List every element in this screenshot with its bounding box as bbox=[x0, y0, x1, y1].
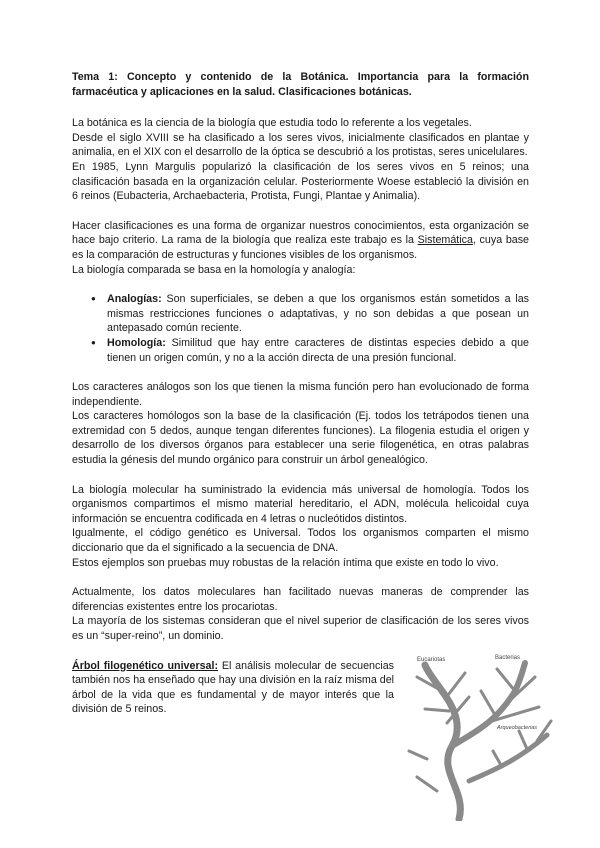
tree-label-eucariotas: Eucariotas bbox=[417, 656, 446, 663]
tree-label-bacterias: Bacterias bbox=[495, 654, 521, 661]
paragraph: Los caracteres análogos son los que tienen la misma función pero han evolucionado de forma independiente. bbox=[72, 381, 529, 408]
document-title: Tema 1: Concepto y contenido de la Botánica. Importancia para la formación farmacéutica y aplicaciones en la salud. Clasificaciones botánicas. bbox=[72, 71, 529, 98]
text-span: Hacer clasificaciones es una forma de organizar nuestros conocimientos, esta organización se hace bajo criterio. La rama de la biología que realiza este trabajo es la bbox=[72, 219, 529, 247]
bullet-homologia bbox=[107, 336, 529, 365]
tree-section bbox=[72, 654, 538, 731]
tree-twig bbox=[425, 709, 449, 711]
tree-label: Árbol filogenético universal: bbox=[72, 659, 219, 672]
tree-branch bbox=[469, 735, 547, 781]
phylogenetic-tree-figure bbox=[397, 651, 557, 821]
bullet-list bbox=[72, 292, 529, 365]
paragraph: En 1985, Lynn Margulis popularizó la clasificación de los seres vivos en 5 reinos; una clasificación basada en la organización celular. Posteriormente Woese estableció la división en 6 reinos (Eubacteria, Archaebacteria, Protista, Fungi, Plantae y Animalia). bbox=[72, 160, 529, 203]
sistematica-term: Sistemática bbox=[417, 234, 473, 247]
tree-paragraph bbox=[72, 659, 394, 717]
document-page bbox=[72, 70, 538, 731]
tree-twig bbox=[417, 777, 437, 791]
paragraph: Actualmente, los datos moleculares han facilitado nuevas maneras de comprender las diferencias existentes entre los procariotas. bbox=[72, 586, 529, 613]
tree-label-arqueobacterias: Arqueobacterias bbox=[497, 724, 538, 731]
text-span: , cuya base es la comparación de estructuras y funciones visibles de los organismos. bbox=[72, 234, 529, 261]
paragraph: La mayoría de los sistemas consideran que el nivel superior de clasificación de los seres vivos es un “super-reino”, un dominio. bbox=[72, 615, 529, 642]
bullet-text: Son superficiales, se deben a que los organismos están sometidos a las mismas restricciones funciones o adaptativas, y no son debidas a que posean un antepasado común reciente. bbox=[107, 293, 529, 335]
bullet-text: Similitud que hay entre caracteres de distintas especies debido a que tienen un origen común, y no a la acción directa de una presión funcional. bbox=[107, 336, 529, 364]
tree-twig bbox=[497, 669, 515, 691]
paragraph: Los caracteres homólogos son la base de la clasificación (Ej. todos los tetrápodos tienen una extremidad con 5 dedos, aunque tengan diferentes funciones). La filogenia estudia el origen y desarrollo de los diversos órganos para establecer una serie filogenética, en otras palabras estudia la génesis del mundo orgánico para construir un árbol genealógico. bbox=[72, 410, 529, 467]
bullet-term: Homología: bbox=[107, 336, 166, 349]
paragraph: La biología molecular ha suministrado la evidencia más universal de homología. Todos los organismos compartimos el mismo material hereditario, el ADN, molécula helicoidal cuya información se encuentra codificada en 4 letras o nucleótidos distintos. bbox=[72, 483, 529, 525]
tree-twig bbox=[493, 751, 502, 767]
paragraph: La biología comparada se basa en la homología y analogía: bbox=[72, 263, 356, 276]
tree-text: El análisis molecular de secuencias también nos ha enseñado que hay una división en la raíz misma del árbol de la vida que es fundamental y de mayor interés que la división de 5 reinos. bbox=[72, 659, 395, 716]
tree-twig bbox=[409, 751, 427, 759]
paragraph: Estos ejemplos son pruebas muy robustas de la relación íntima que existe en todo lo vivo. bbox=[72, 556, 499, 569]
paragraph: Desde el siglo XVIII se ha clasificado a los seres vivos, inicialmente clasificados en plantae y animalia, en el XIX con el desarrollo de la óptica se descubrió a los protistas, seres unicelulares. bbox=[72, 131, 529, 159]
bullet-analogias bbox=[107, 292, 529, 336]
bullet-term: Analogías: bbox=[107, 293, 162, 306]
tree-twig bbox=[519, 731, 527, 749]
tree-twig bbox=[481, 691, 495, 715]
paragraph: Igualmente, el código genético es Universal. Todos los organismos comparten el mismo diccionario que da el significado a la secuencia de DNA. bbox=[72, 527, 529, 555]
tree-twig bbox=[445, 673, 465, 699]
paragraph: La botánica es la ciencia de la biología que estudia todo lo referente a los vegetales. bbox=[72, 117, 472, 130]
paragraph-sistematica bbox=[72, 219, 529, 263]
